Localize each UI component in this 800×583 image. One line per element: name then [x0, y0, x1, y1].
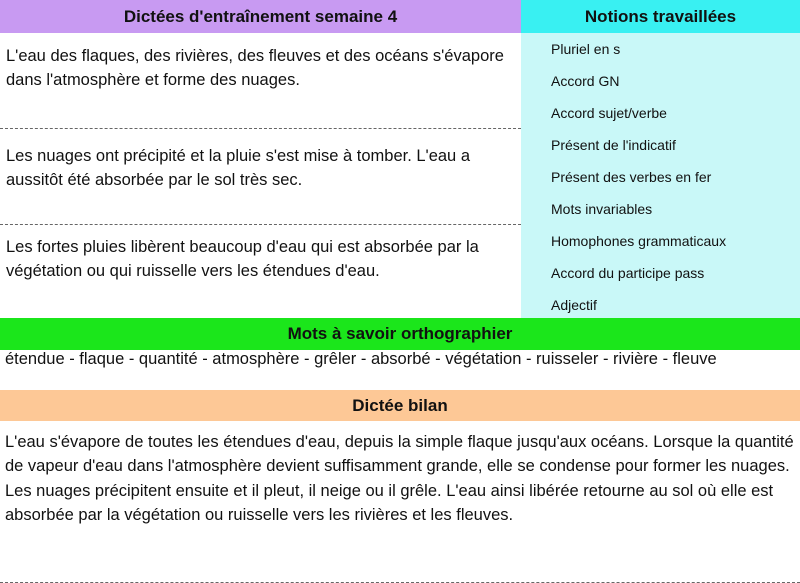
notion-item: Présent de l'indicatif	[551, 137, 676, 153]
words-to-learn-header: Mots à savoir orthographier	[0, 318, 800, 350]
notion-item: Accord sujet/verbe	[551, 105, 667, 121]
notion-item: Accord GN	[551, 73, 620, 89]
words-to-learn-list: étendue - flaque - quantité - atmosphère - grêler - absorbé - végétation - ruisseler - rivière - fleuve	[5, 350, 717, 368]
notion-item: Pluriel en s	[551, 41, 621, 57]
notions-list	[521, 33, 800, 318]
notion-item: Adjectif	[551, 297, 597, 313]
dictee-2: Les nuages ont précipité et la pluie s'est mise à tomber. L'eau a aussitôt été absorbée par le sol très sec.	[0, 129, 521, 225]
final-dictation-text: L'eau s'évapore de toutes les étendues d'eau, depuis la simple flaque jusqu'aux océans. Lorsque la quantité de vapeur d'eau dans l'atmosphère devient suffisamment grande, elle se condense pour former les nuages. Les nuages précipitent ensuite et il pleut, il neige ou il grêle. L'eau ainsi libérée retourne au sol où elle est absorbée par la végétation ou ruisselle vers les rivières et les fleuves.	[0, 421, 800, 583]
dictee-3: Les fortes pluies libèrent beaucoup d'eau qui est absorbée par la végétation ou qui ruisselle vers les étendues d'eau.	[6, 238, 479, 280]
final-dictation-header: Dictée bilan	[0, 390, 800, 421]
notion-item: Présent des verbes en fer	[551, 169, 712, 185]
dictee-1: L'eau des flaques, des rivières, des fleuves et des océans s'évapore dans l'atmosphère et forme des nuages.	[0, 33, 521, 129]
notions-header: Notions travaillées	[521, 0, 800, 33]
training-dictations-header: Dictées d'entraînement semaine 4	[0, 0, 521, 33]
notion-item: Mots invariables	[551, 201, 653, 217]
notion-item: Homophones grammaticaux	[551, 233, 727, 249]
notion-item: Accord du participe pass	[551, 265, 705, 281]
